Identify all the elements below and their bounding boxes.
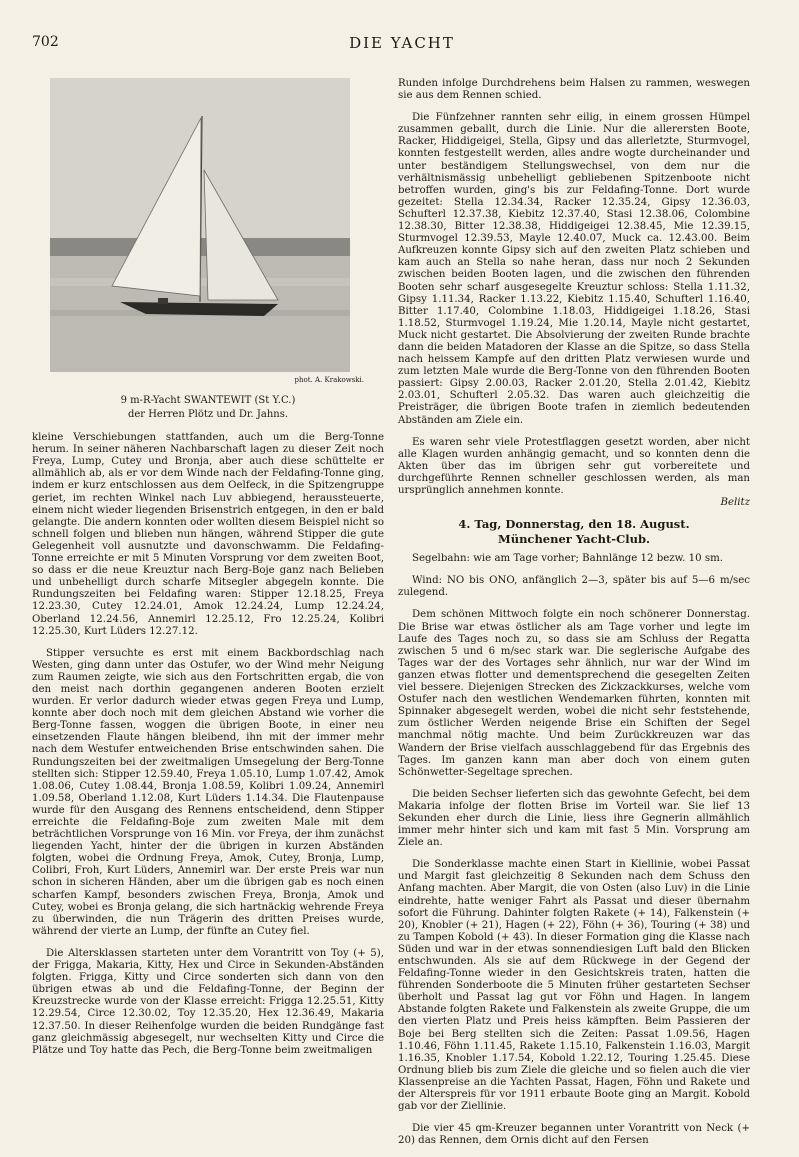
paragraph: Es waren sehr viele Protestflaggen gesetzt worden, aber nicht alle Klagen wurden anhängig gemacht, und so konnten denn die Akten über das im übrigen sehr gut vorbereitete und durchgeführte Rennen schneller geschlossen werden, als man ursprünglich annehmen konnte.	[398, 436, 750, 496]
right-column	[398, 78, 750, 1157]
paragraph: Die vier 45 qm-Kreuzer begannen unter Vorantritt von Neck (+ 20) das Rennen, dem Ornis dicht auf den Fersen	[398, 1123, 750, 1147]
photo-credit: phot. A. Krakowski.	[294, 376, 364, 384]
paragraph: Segelbahn: wie am Tage vorher; Bahnlänge 12 bezw. 10 sm.	[412, 553, 723, 565]
figure-caption	[32, 394, 384, 422]
paragraph: kleine Verschiebungen stattfanden, auch um die Berg-Tonne herum. In seiner näheren Nachbarschaft lagen zu dieser Zeit noch Freya, Lump, Cutey und Bronja, aber auch diese schüttelte er allmählich ab, als er vor dem Winde nach der Feldafing-Tonne ging, indem er kurz entschlossen aus dem Oelfeck, in die Spitzengruppe geriet, im rechten Winkel nach Luv abbiegend, herausstеuerte, einem nicht wieder liegenden Brisenstrich entgegen, in den er bald gelangte. Die andern konnten oder wollten diesem Beispiel nicht so schnell folgen und blieben nun hängen, während Stipper die gute Gelegenheit voll ausnutzte und davonschwamm. Die Feldafing-Tonne erreichte er mit 5 Minuten Vorsprung vor dem zweiten Boot, so dass er die neue Kreuztur nach Berg-Boje ganz nach Belieben und unbehelligt durch scharfe Mitsegler abgegeln konnte. Die Rundungszeiten bei Feldafing waren: Stipper 12.18.25, Freya 12.23.30, Cutey 12.24.01, Amok 12.24.24, Lump 12.24.24, Oberland 12.24.56, Annemirl 12.25.12, Fro 12.25.24, Kolibri 12.25.30, Kurt Lüders 12.27.12.	[32, 432, 384, 637]
sailboat-illustration	[50, 78, 350, 372]
left-column	[32, 78, 384, 1067]
paragraph: Die beiden Sechser lieferten sich das gewohnte Gefecht, bei dem Makaria infolge der flotten Brise im Vorteil war. Sie lief 13 Sekunden eher durch die Linie, liess ihre Gegnerin allmählich immer mehr hinter sich und kam mit fast 5 Min. Vorsprung am Ziele an.	[398, 788, 750, 849]
section-heading	[398, 517, 750, 547]
paragraph: Wind: NO bis ONO, anfänglich 2—3, später bis auf 5—6 m/sec zulegend.	[398, 575, 750, 599]
paragraph: Die Sonderklasse machte einen Start in Kiellinie, wobei Passat und Margit fast gleichzeitig 8 Sekunden nach dem Schuss den Anfang machten. Aber Margit, die von Osten (also Luv) in die Linie eindrehte, hatte weniger Fahrt als Passat und dieser übernahm sofort die Führung. Dahinter folgten Rakete (+ 14), Falkenstein (+ 20), Knobler (+ 21), Hagen (+ 22), Föhn (+ 36), Touring (+ 38) und zu Tampen Kobold (+ 43). In dieser Formation ging die Klasse nach Süden und war in der etwas sonnendiesigen Luft bald den Blicken entschwunden. Als sie auf dem Rückwege in der Gegend der Feldafing-Tonne wieder in den Gesichtskreis traten, hatten die führenden Sonderboote die 5 Minuten früher gestarteten Sechser überholt und Passat lag gut vor Föhn und Hagen. In langem Abstande folgten Rakete und Falkenstein als zweite Gruppe, die um den vierten Platz und Preis heiss kämpften. Beim Passieren der Boje bei Berg stellten sich die Zeiten: Passat 1.09.56, Hagen 1.10.46, Föhn 1.11.45, Rakete 1.15.10, Falkenstein 1.16.03, Margit 1.16.35, Knobler 1.17.54, Kobold 1.22.12, Touring 1.25.45. Diese Ordnung blieb bis zum Ziele die gleiche und so fielen auch die vier Klassenpreise an die Yachten Passat, Hagen, Föhn und Rakete und der Alterspreis für vor 1911 erbaute Boote ging an Margit. Kobold gab vor der Ziellinie.	[398, 859, 750, 1113]
page-header	[32, 34, 772, 56]
paragraph: Stipper versuchte es erst mit einem Backbordschlag nach Westen, ging dann unter das Ostufer, wo der Wind mehr Neigung zum Raumen zeigte, wie sich aus den Fortschritten ergab, die von den meist nach dorthin gegangenen anderen Booten erzielt wurden. Er verlor dadurch wieder etwas gegen Freya und Lump, konnte aber doch noch mit dem gleichen Abstand wie vorher die Berg-Tonne fassen, woggen die übrigen Boote, in einer neu einsetzenden Flaute hängen bleibend, ihn mit der immer mehr nach dem Westufer entweichenden Brise entschwinden sahen. Die Rundungszeiten bei der zweitmaligen Umsegelung der Berg-Tonne stellten sich: Stipper 12.59.40, Freya 1.05.10, Lump 1.07.42, Amok 1.08.06, Cutey 1.08.44, Bronja 1.08.59, Kolibri 1.09.24, Annemirl 1.09.58, Oberland 1.12.08, Kurt Lüders 1.14.34. Die Flautenpause wurde für den Ausgang des Rennens entscheidend, denn Stipper erreichte die Feldafing-Boje zum zweiten Male mit dem beträchtlichen Vorsprunge von 16 Min. vor Freya, der ihm zunächst liegenden Yacht, hinter der die übrigen in kurzen Abständen folgten, wobei die Ordnung Freya, Amok, Cutey, Bronja, Lump, Colibri, Froh, Kurt Lüders, Annemirl war. Der erste Preis war nun schon in sicheren Händen, aber um die übrigen gab es noch einen scharfen Kampf, besonders zwischen Freya, Bronja, Amok und Cutey, wobei es Bronja gelang, die sich hartnäckig wehrende Freya zu überwinden, die nun Trägerin des dritten Preises wurde, während der vierte an Lump, der fünfte an Cutey fiel.	[32, 647, 384, 937]
paragraph: Dem schönen Mittwoch folgte ein noch schönerer Donnerstag. Die Brise war etwas östlicher als am Tage vorher und legte im Laufe des Tages noch zu, so dass sie am Schluss der Regatta zwischen 5 und 6 m/sec stark war. Die seglerische Aufgabe des Tages war der des Vortages sehr ähnlich, nur war der Wind im ganzen etwas flotter und dementsprechend die gesegelten Zeiten viel bessere. Diejenigen Strecken des Zickzackkurses, welche vom Ostufer nach den westlichen Wendemarken führten, konnten mit Spinnaker abgesegelt werden, wobei die nicht sehr feststehende, zum östlicher Werden neigende Brise ein Schiften der Segel manchmal nötig machte. Und beim Zurückkreuzen war das Wandern der Brise vielfach ausschlaggebend für das Ergebnis des Tages. Im ganzen kann man aber doch von einem guten Schönwetter-Segeltage sprechen.	[398, 609, 750, 778]
section-title: 4. Tag, Donnerstag, den 18. August.	[458, 517, 690, 532]
caption-line-2: der Herren Plötz und Dr. Jahns.	[127, 409, 289, 421]
section-subtitle: Münchener Yacht-Club.	[497, 532, 650, 547]
paragraph: Die Altersklassen starteten unter dem Vorantritt von Toy (+ 5), der Frigga, Makaria, Kitty, Hex und Circe in Sekunden-Abständen folgten. Frigga, Kitty und Circe sonderten sich dann von den übrigen etwas ab und die Feldafing-Tonne, der Beginn der Kreuzstrecke wurde von der Klasse erreicht: Frigga 12.25.51, Kitty 12.29.54, Circe 12.30.02, Toy 12.35.20, Hex 12.36.49, Makaria 12.37.50. In dieser Reihenfolge wurden die beiden Rundgänge fast ganz gleichmässig abgesegelt, nur wechselten Kitty und Circe die Plätze und Toy hatte das Pech, die Berg-Tonne beim zweitmaligen	[32, 947, 384, 1056]
paragraph: Die Fünfzehner rannten sehr eilig, in einem grossen Hümpel zusammen geballt, durch die Linie. Nur die allerersten Boote, Racker, Hiddigeigei, Stella, Gipsy und das allerletzte, Sturmvogel, konnten festgestellt werden, alles andre wogte durcheinander und unter beständigem Stellungswechsel, von dem nur die verhältnismässig unbehelligt gebliebenen Spitzenboote nicht betroffen wurden, ging's bis zur Feldafing-Tonne. Dort wurde gezeitet: Stella 12.34.34, Racker 12.35.24, Gipsy 12.36.03, Schufterl 12.37.38, Kiebitz 12.37.40, Stasi 12.38.06, Colombine 12.38.30, Bitter 12.38.38, Hiddigeigei 12.38.45, Mie 12.39.15, Sturmvogel 12.39.53, Mayle 12.40.07, Muck ca. 12.43.00. Beim Aufkreuzen konnte Gipsy sich auf den zweiten Platz schieben und kam auch an Stella so nahe heran, dass nur noch 2 Sekunden zwischen beiden Booten lagen, und die zwischen den führenden Booten sehr scharf ausgesegelte Kreuztur schloss: Stella 1.11.32, Gipsy 1.11.34, Racker 1.13.22, Kiebitz 1.15.40, Schufterl 1.16.40, Bitter 1.17.40, Colombine 1.18.03, Hiddigeigei 1.18.26, Stasi 1.18.52, Sturmvogel 1.19.24, Mie 1.20.14, Mayle nicht gestartet, Muck nicht gestartet. Die Absolvierung der zweiten Runde brachte dann die beiden Matadoren der Klasse an die Spitze, so dass Stella nach heissem Kampfe auf den dritten Platz verwiesen wurde und zum letzten Male wurde die Berg-Tonne von den führenden Booten passiert: Gipsy 2.00.03, Racker 2.01.20, Stella 2.01.42, Kiebitz 2.03.01, Schufterl 2.05.32. Das waren auch gleichzeitig die Preisträger, die übrigen Boote trafen in ziemlich bedeutenden Abständen am Ziele ein.	[398, 112, 750, 426]
sailing-yacht-photo	[50, 78, 350, 372]
caption-line-1: 9 m-R-Yacht SWANTEWIT (St Y.C.)	[120, 395, 296, 407]
paragraph: Runden infolge Durchdrehens beim Halsen zu rammen, weswegen sie aus dem Rennen schied.	[398, 78, 750, 102]
page-number: 702	[32, 34, 59, 50]
running-head-title: DIE YACHT	[349, 34, 455, 52]
author-signature: Belitz	[720, 497, 750, 509]
